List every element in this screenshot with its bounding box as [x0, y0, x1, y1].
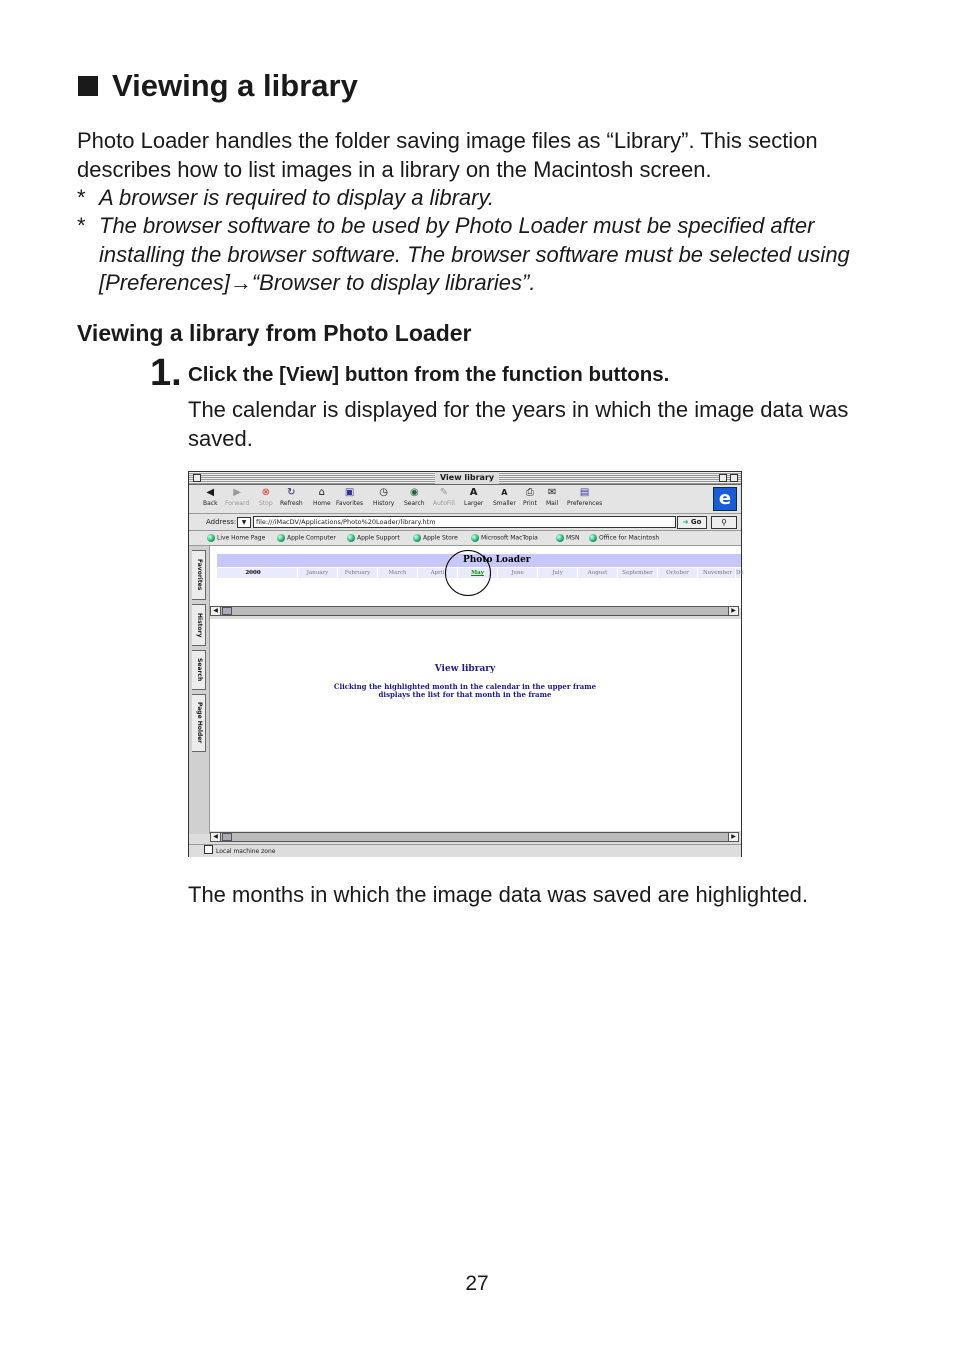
frame-message-line-1: Clicking the highlighted month in the calendar in the upper frame — [333, 682, 597, 691]
smaller-text-icon: A — [501, 488, 508, 497]
scroll-right-icon[interactable]: ▶ — [728, 833, 738, 841]
stop-button[interactable]: ⊗ Stop — [259, 487, 273, 507]
globe-icon — [277, 534, 285, 542]
preferences-icon: ▤ — [579, 487, 590, 498]
globe-icon — [347, 534, 355, 542]
calendar-month: July — [537, 568, 577, 578]
favorite-item[interactable]: Office for Macintosh — [589, 534, 659, 543]
browser-toolbar — [189, 485, 741, 514]
calendar-year: 2000 — [245, 570, 261, 576]
scroll-left-icon[interactable]: ◀ — [211, 833, 221, 841]
print-button[interactable]: ⎙ Print — [523, 487, 537, 507]
heading-square-icon — [78, 76, 98, 96]
title-bar — [189, 472, 741, 485]
calendar-month: October — [657, 568, 697, 578]
highlight-circle — [445, 550, 491, 596]
side-tab-search[interactable]: Search — [192, 650, 206, 690]
larger-button[interactable]: A Larger — [464, 487, 484, 507]
status-bar — [189, 844, 741, 857]
step-description: The calendar is displayed for the years in which the image data was saved. — [188, 397, 849, 451]
refresh-icon: ↻ — [287, 487, 296, 498]
search-globe-icon: ◉ — [409, 487, 419, 498]
stop-icon: ⊗ — [261, 487, 270, 498]
magnifier-icon: ⚲ — [721, 518, 727, 527]
side-tab-favorites[interactable]: Favorites — [192, 550, 206, 600]
globe-icon — [207, 534, 215, 542]
history-icon: ◷ — [379, 487, 389, 498]
mail-icon: ✉ — [547, 487, 557, 498]
preferences-button[interactable]: ▤ Preferences — [567, 487, 603, 507]
globe-icon — [556, 534, 564, 542]
globe-icon — [413, 534, 421, 542]
close-box-icon[interactable] — [193, 474, 201, 482]
calendar-month: January — [297, 568, 337, 578]
top-frame-scrollbar[interactable] — [210, 606, 739, 616]
figure-caption: The months in which the image data was saved are highlighted. — [188, 882, 809, 907]
calendar-month: April — [417, 568, 457, 578]
scroll-right-icon[interactable]: ▶ — [728, 607, 738, 615]
side-tab-history[interactable]: History — [192, 604, 206, 646]
home-icon: ⌂ — [318, 487, 326, 498]
scroll-left-icon[interactable]: ◀ — [211, 607, 221, 615]
address-bar — [189, 514, 741, 531]
subheading: Viewing a library from Photo Loader — [77, 320, 472, 346]
favorite-item[interactable]: Apple Store — [413, 534, 458, 543]
step-number: 1. — [150, 352, 182, 394]
back-arrow-icon: ◀ — [206, 487, 215, 498]
side-tab-page-holder[interactable]: Page Holder — [192, 694, 206, 752]
intro-paragraph: Photo Loader handles the folder saving image files as “Library”. This section describes how to list images in a library on the Macintosh screen. — [77, 128, 818, 182]
favorite-item[interactable]: Apple Support — [347, 534, 400, 543]
browser-window — [188, 471, 742, 857]
calendar-header: Photo Loader — [217, 554, 741, 567]
refresh-button[interactable]: ↻ Refresh — [280, 487, 303, 507]
note-1 — [77, 184, 897, 214]
calendar-month: August — [577, 568, 617, 578]
note-2-text: The browser software to be used by Photo Loader must be specified after installing the browser software. The browser software must be selected using [Preferences]→“Browser to display libraries”. — [99, 213, 850, 295]
favorite-item[interactable]: Live Home Page — [207, 534, 265, 543]
collapse-box-icon[interactable] — [730, 474, 738, 482]
calendar-month: September — [617, 568, 657, 578]
step-title: Click the [View] button from the function buttons. — [188, 363, 670, 386]
history-button[interactable]: ◷ History — [373, 487, 395, 507]
section-heading-text: Viewing a library — [112, 68, 358, 103]
autofill-button[interactable]: ✎ AutoFill — [433, 487, 455, 507]
section-heading — [78, 68, 358, 104]
frame-title: View library — [434, 664, 496, 674]
note-marker: * — [77, 185, 86, 210]
favorites-icon: ▣ — [344, 487, 355, 498]
favorite-item[interactable]: Microsoft MacTopia — [471, 534, 538, 543]
frame-message-line-2: displays the list for that month in the frame — [378, 690, 552, 699]
address-dropdown-icon[interactable]: ▼ — [237, 517, 251, 528]
note-1-text: A browser is required to display a library. — [99, 185, 494, 210]
globe-icon — [471, 534, 479, 542]
scroll-thumb[interactable] — [222, 833, 232, 841]
calendar-month: February — [337, 568, 377, 578]
calendar-month: De — [736, 570, 744, 576]
favorite-item[interactable]: MSN — [556, 534, 579, 543]
forward-button[interactable]: ▶ Forward — [225, 487, 250, 507]
calendar-month: March — [377, 568, 417, 578]
calendar-month: June — [497, 568, 537, 578]
window-title: View library — [435, 472, 499, 484]
forward-arrow-icon: ▶ — [233, 487, 241, 498]
smaller-button[interactable]: A Smaller — [493, 488, 516, 507]
globe-icon — [589, 534, 597, 542]
favorites-bar — [189, 531, 741, 546]
calendar-month-highlighted[interactable]: May — [457, 568, 497, 578]
favorites-button[interactable]: ▣ Favorites — [336, 487, 364, 507]
zone-icon — [204, 845, 213, 854]
home-button[interactable]: ⌂ Home — [313, 487, 331, 507]
printer-icon: ⎙ — [525, 487, 534, 498]
larger-text-icon: A — [469, 487, 478, 498]
go-button[interactable]: ➜ Go — [677, 516, 707, 529]
scroll-thumb[interactable] — [222, 607, 232, 615]
autofill-icon: ✎ — [439, 487, 449, 498]
status-text: Local machine zone — [216, 848, 276, 855]
address-label: Address: — [206, 518, 237, 526]
note-2 — [77, 212, 897, 302]
address-search-button[interactable] — [711, 516, 737, 529]
frame-message — [189, 683, 741, 699]
ie-logo-icon: e — [713, 487, 737, 511]
page-number: 27 — [465, 1272, 489, 1295]
go-arrow-icon: ➜ — [682, 518, 689, 526]
favorite-item[interactable]: Apple Computer — [277, 534, 336, 543]
calendar-month: November — [697, 568, 737, 578]
mail-button[interactable]: ✉ Mail — [546, 487, 559, 507]
bottom-frame-scrollbar[interactable] — [210, 832, 739, 842]
content-frame — [210, 619, 741, 831]
note-marker: * — [77, 213, 86, 238]
search-button[interactable]: ◉ Search — [404, 487, 425, 507]
address-input[interactable]: file:///iMacDV/Applications/Photo%20Loader/library.htm — [253, 516, 676, 528]
back-button[interactable]: ◀ Back — [203, 487, 218, 507]
zoom-box-icon[interactable] — [719, 474, 727, 482]
